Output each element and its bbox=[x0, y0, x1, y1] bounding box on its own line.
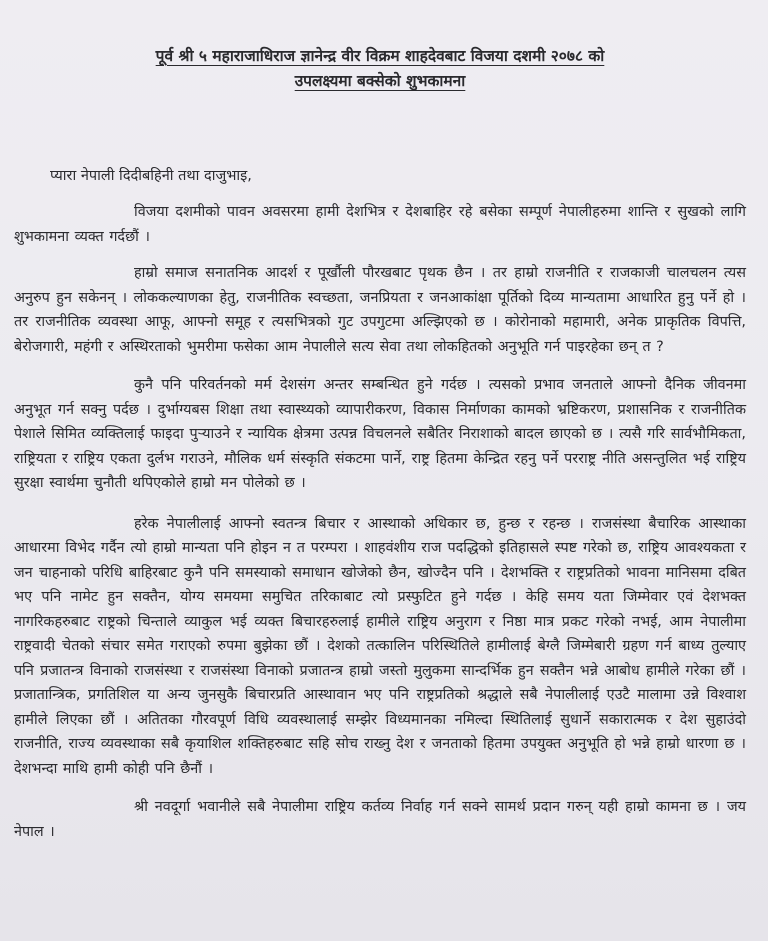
title-line-1: पूर्व श्री ५ महाराजाधिराज ज्ञानेन्द्र वीर विक्रम शाहदेवबाट विजया दशमी २०७८ को bbox=[155, 47, 605, 65]
paragraph-5: श्री नवदूर्गा भवानीले सबै नेपालीमा राष्ट्रिय कर्तव्य निर्वाह गर्न सक्ने सामर्थ प्रदान गरुन् यही हाम्रो कामना छ । जय नेपाल । bbox=[14, 799, 746, 840]
salutation: प्यारा नेपाली दिदीबहिनी तथा दाजुभाइ, bbox=[50, 168, 252, 184]
paragraph-2: हाम्रो समाज सनातनिक आदर्श र पूर्खौली पौरखबाट पृथक छैन । तर हाम्रो राजनीति र राजकाजी चालचलन त्यस अनुरुप हुन सकेनन् । लोककल्याणका हेतु, राजनीतिक स्वच्छता, जनप्रियता र जनआकांक्षा पूर्तिको दिव्य मान्यतामा आधारित हुनु पर्ने हो । तर राजनीतिक व्यवस्था आफू, आफ्नो समूह र त्यसभित्रको गुट उपगुटमा अल्झिएको छ । कोरोनाको महामारी, अनेक प्राकृतिक विपत्ति, बेरोजगारी, महंगी र अस्थिरताको भुमरीमा फसेका आम नेपालीले सत्य सेवा तथा लोकहितको अनुभूति गर्न पाइरहेका छन् त ? bbox=[14, 265, 746, 355]
paragraph-1: विजया दशमीको पावन अवसरमा हामी देशभित्र र देशबाहिर रहे बसेका सम्पूर्ण नेपालीहरुमा शान्ति र सुखको लागि शुभकामना व्यक्त गर्दछौं । bbox=[14, 204, 746, 245]
paragraph-4: हरेक नेपालीलाई आफ्नो स्वतन्त्र बिचार र आस्थाको अधिकार छ, हुन्छ र रहन्छ । राजसंस्था बैचारिक आस्थाका आधारमा विभेद गर्दैन त्यो हाम्रो मान्यता पनि होइन न त परम्परा । शाहवंशीय राज पदद्धिको इतिहासले स्पष्ट गरेको छ, राष्ट्रिय आवश्यकता र जन चाहनाको परिधि बाहिरबाट कुनै पनि समस्याको समाधान खोजेको छैन, खोज्दैन पनि । देशभक्ति र राष्ट्रप्रतिको भावना मानिसमा दबित भए पनि नामेट हुन सक्तैन, योग्य समयमा समुचित तरिकाबाट त्यो प्रस्फुटित हुने गर्दछ । केहि समय यता जिम्मेवार एवं देशभक्त नागरिकहरुबाट राष्ट्रको चिन्ताले व्याकुल भई व्यक्त बिचारहरुलाई हामीले राष्ट्रिय अनुराग र निष्ठा मात्र प्रकट गरेको नभई, आम नेपालीमा राष्ट्रवादी चेतको संचार समेत गराएको रुपमा बुझेका छौं । देशको तत्कालिन परिस्थितिले हामीलाई बेग्लै जिम्मेबारी ग्रहण गर्न बाध्य तुल्याए पनि प्रजातन्त्र विनाको राजसंस्था र राजसंस्था विनाको प्रजातन्त्र हाम्रो जस्तो मुलुकमा सान्दर्भिक हुन सक्तैन भन्ने आबोध हामीले गरेका छौं । प्रजातान्त्रिक, प्रगतिशिल या अन्य जुनसुकै बिचारप्रति आस्थावान भए पनि राष्ट्रप्रतिको श्रद्धाले सबै नेपालीलाई एउटै मालामा उन्ने विश्वाश हामीले लिएका छौं । अतितका गौरवपूर्ण विधि व्यवस्थालाई सम्झेर विध्यमानका नमिल्दा स्थितिलाई सुधार्ने सकारात्मक र देश सुहाउंदो राजनीति, राज्य व्यवस्थाका सबै कृयाशिल शक्तिहरुबाट सहि सोच राख्नु देश र जनताको हितमा उपयुक्त अनुभूति हो भन्ने हाम्रो धारणा छ । देशभन्दा माथि हामी कोही पनि छैनौं । bbox=[14, 515, 746, 777]
document-title bbox=[14, 44, 746, 94]
paragraph-3: कुनै पनि परिवर्तनको मर्म देशसंग अन्तर सम्बन्धित हुने गर्दछ । त्यसको प्रभाव जनताले आफ्नो दैनिक जीवनमा अनुभूत गर्न सक्नु पर्दछ । दुर्भाग्यबस शिक्षा तथा स्वास्थ्यको व्यापारीकरण, विकास निर्माणका कामको भ्रष्टिकरण, प्रशासनिक र राजनीतिक पेशाले सिमित व्यक्तिलाई फाइदा पुऱ्याउने र न्यायिक क्षेत्रमा उत्पन्न विचलनले सबैतिर निराशाको बादल छाएको छ । त्यसै गरि सार्वभौमिकता, राष्ट्रियता र राष्ट्रिय एकता दुर्लभ गराउने, मौलिक धर्म संस्कृति संकटमा पार्ने, राष्ट्र हितमा केन्द्रित रहनु पर्ने परराष्ट्र नीति असन्तुलित भई राष्ट्रिय सुरक्षा स्वार्थमा चुनौती थपिएकोले हाम्रो मन पोलेको छ । bbox=[14, 377, 746, 491]
title-line-2: उपलक्ष्यमा बक्सेको शुभकामना bbox=[294, 72, 466, 90]
